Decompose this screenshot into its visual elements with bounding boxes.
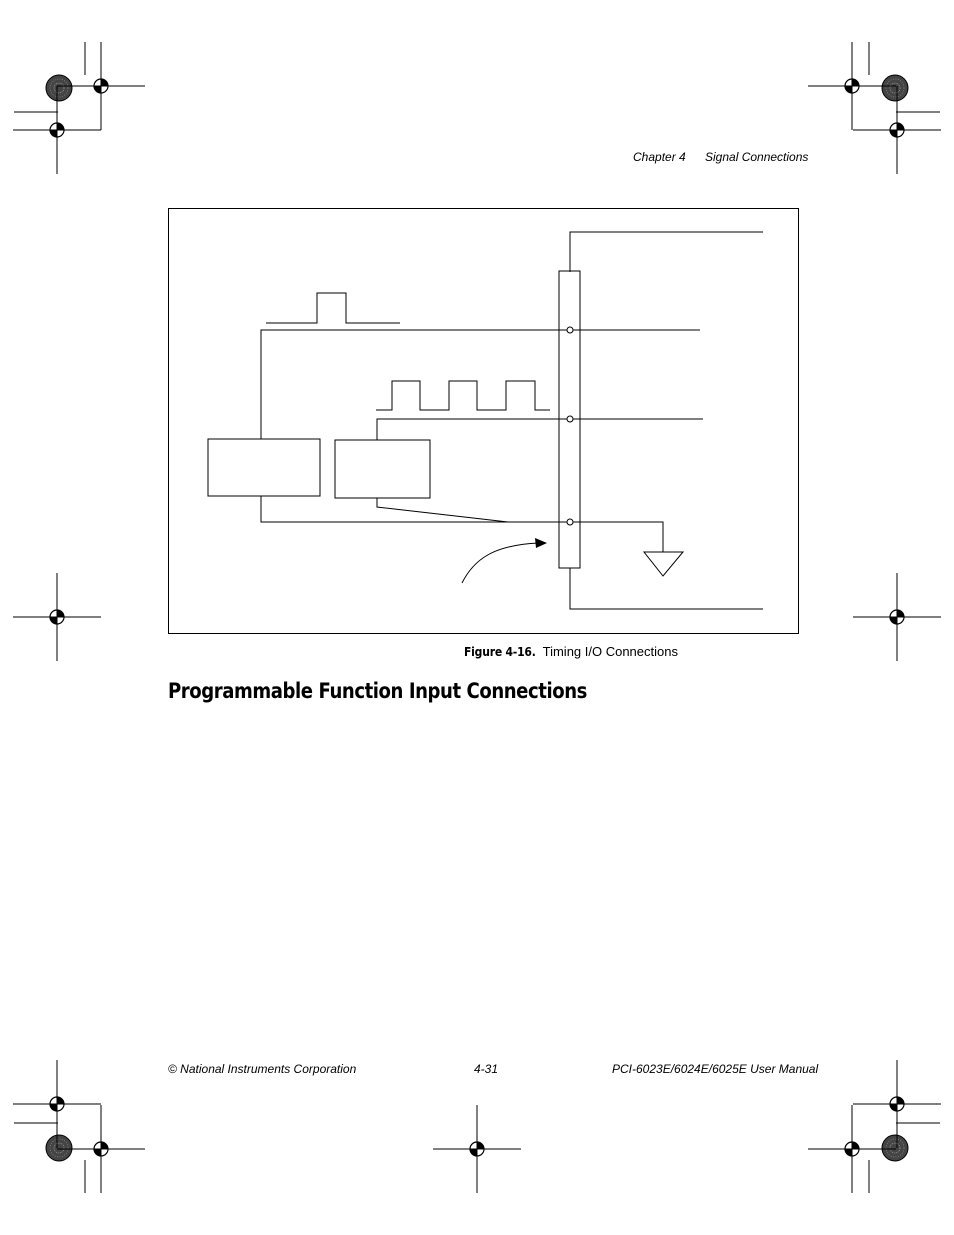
ground-line-2 bbox=[377, 498, 508, 522]
connector-top-boundary bbox=[570, 232, 763, 272]
signal-line-2 bbox=[377, 419, 703, 440]
crosshair-icon bbox=[13, 86, 101, 174]
pulse-train-waveform bbox=[376, 381, 550, 410]
timing-io-diagram bbox=[169, 209, 800, 635]
single-pulse-waveform bbox=[266, 293, 400, 323]
crosshair-icon bbox=[13, 573, 101, 661]
crosshair-icon bbox=[57, 42, 145, 130]
footer-manual-title: PCI-6023E/6024E/6025E User Manual bbox=[612, 1062, 819, 1076]
callout-arrow bbox=[462, 543, 539, 583]
footer-copyright: © National Instruments Corporation bbox=[168, 1062, 357, 1076]
pin-circle bbox=[567, 327, 573, 333]
timing-io-figure bbox=[168, 208, 799, 634]
crosshair-icon bbox=[808, 1105, 896, 1193]
arrowhead-icon bbox=[535, 538, 547, 548]
star-target-icon bbox=[46, 75, 72, 101]
connector-bottom-boundary bbox=[570, 568, 763, 609]
crosshair-icon bbox=[13, 1060, 101, 1148]
crosshair-icon bbox=[57, 1105, 145, 1193]
ground-line-1 bbox=[261, 496, 663, 522]
source-device-box-1 bbox=[208, 439, 320, 496]
pin-circle bbox=[567, 416, 573, 422]
crosshair-icon bbox=[808, 42, 896, 130]
star-target-icon bbox=[882, 75, 908, 101]
section-heading: Programmable Function Input Connections bbox=[168, 679, 587, 703]
pin-circle bbox=[567, 519, 573, 525]
ground-wire bbox=[570, 522, 663, 552]
crosshair-icon bbox=[853, 86, 941, 174]
figure-caption bbox=[464, 644, 678, 659]
source-device-box-2 bbox=[335, 440, 430, 498]
crosshair-icon bbox=[853, 1060, 941, 1148]
header-section: Signal Connections bbox=[705, 150, 809, 164]
crosshair-icon bbox=[853, 573, 941, 661]
ground-icon bbox=[644, 552, 683, 576]
star-target-icon bbox=[882, 1135, 908, 1161]
crosshair-icon bbox=[433, 1105, 521, 1193]
footer-page-number: 4-31 bbox=[474, 1062, 499, 1076]
star-target-icon bbox=[46, 1135, 72, 1161]
figure-number: Figure 4-16. bbox=[464, 645, 536, 659]
signal-line-1 bbox=[261, 330, 700, 439]
figure-title: Timing I/O Connections bbox=[542, 644, 678, 659]
header-chapter: Chapter 4 bbox=[633, 150, 686, 164]
